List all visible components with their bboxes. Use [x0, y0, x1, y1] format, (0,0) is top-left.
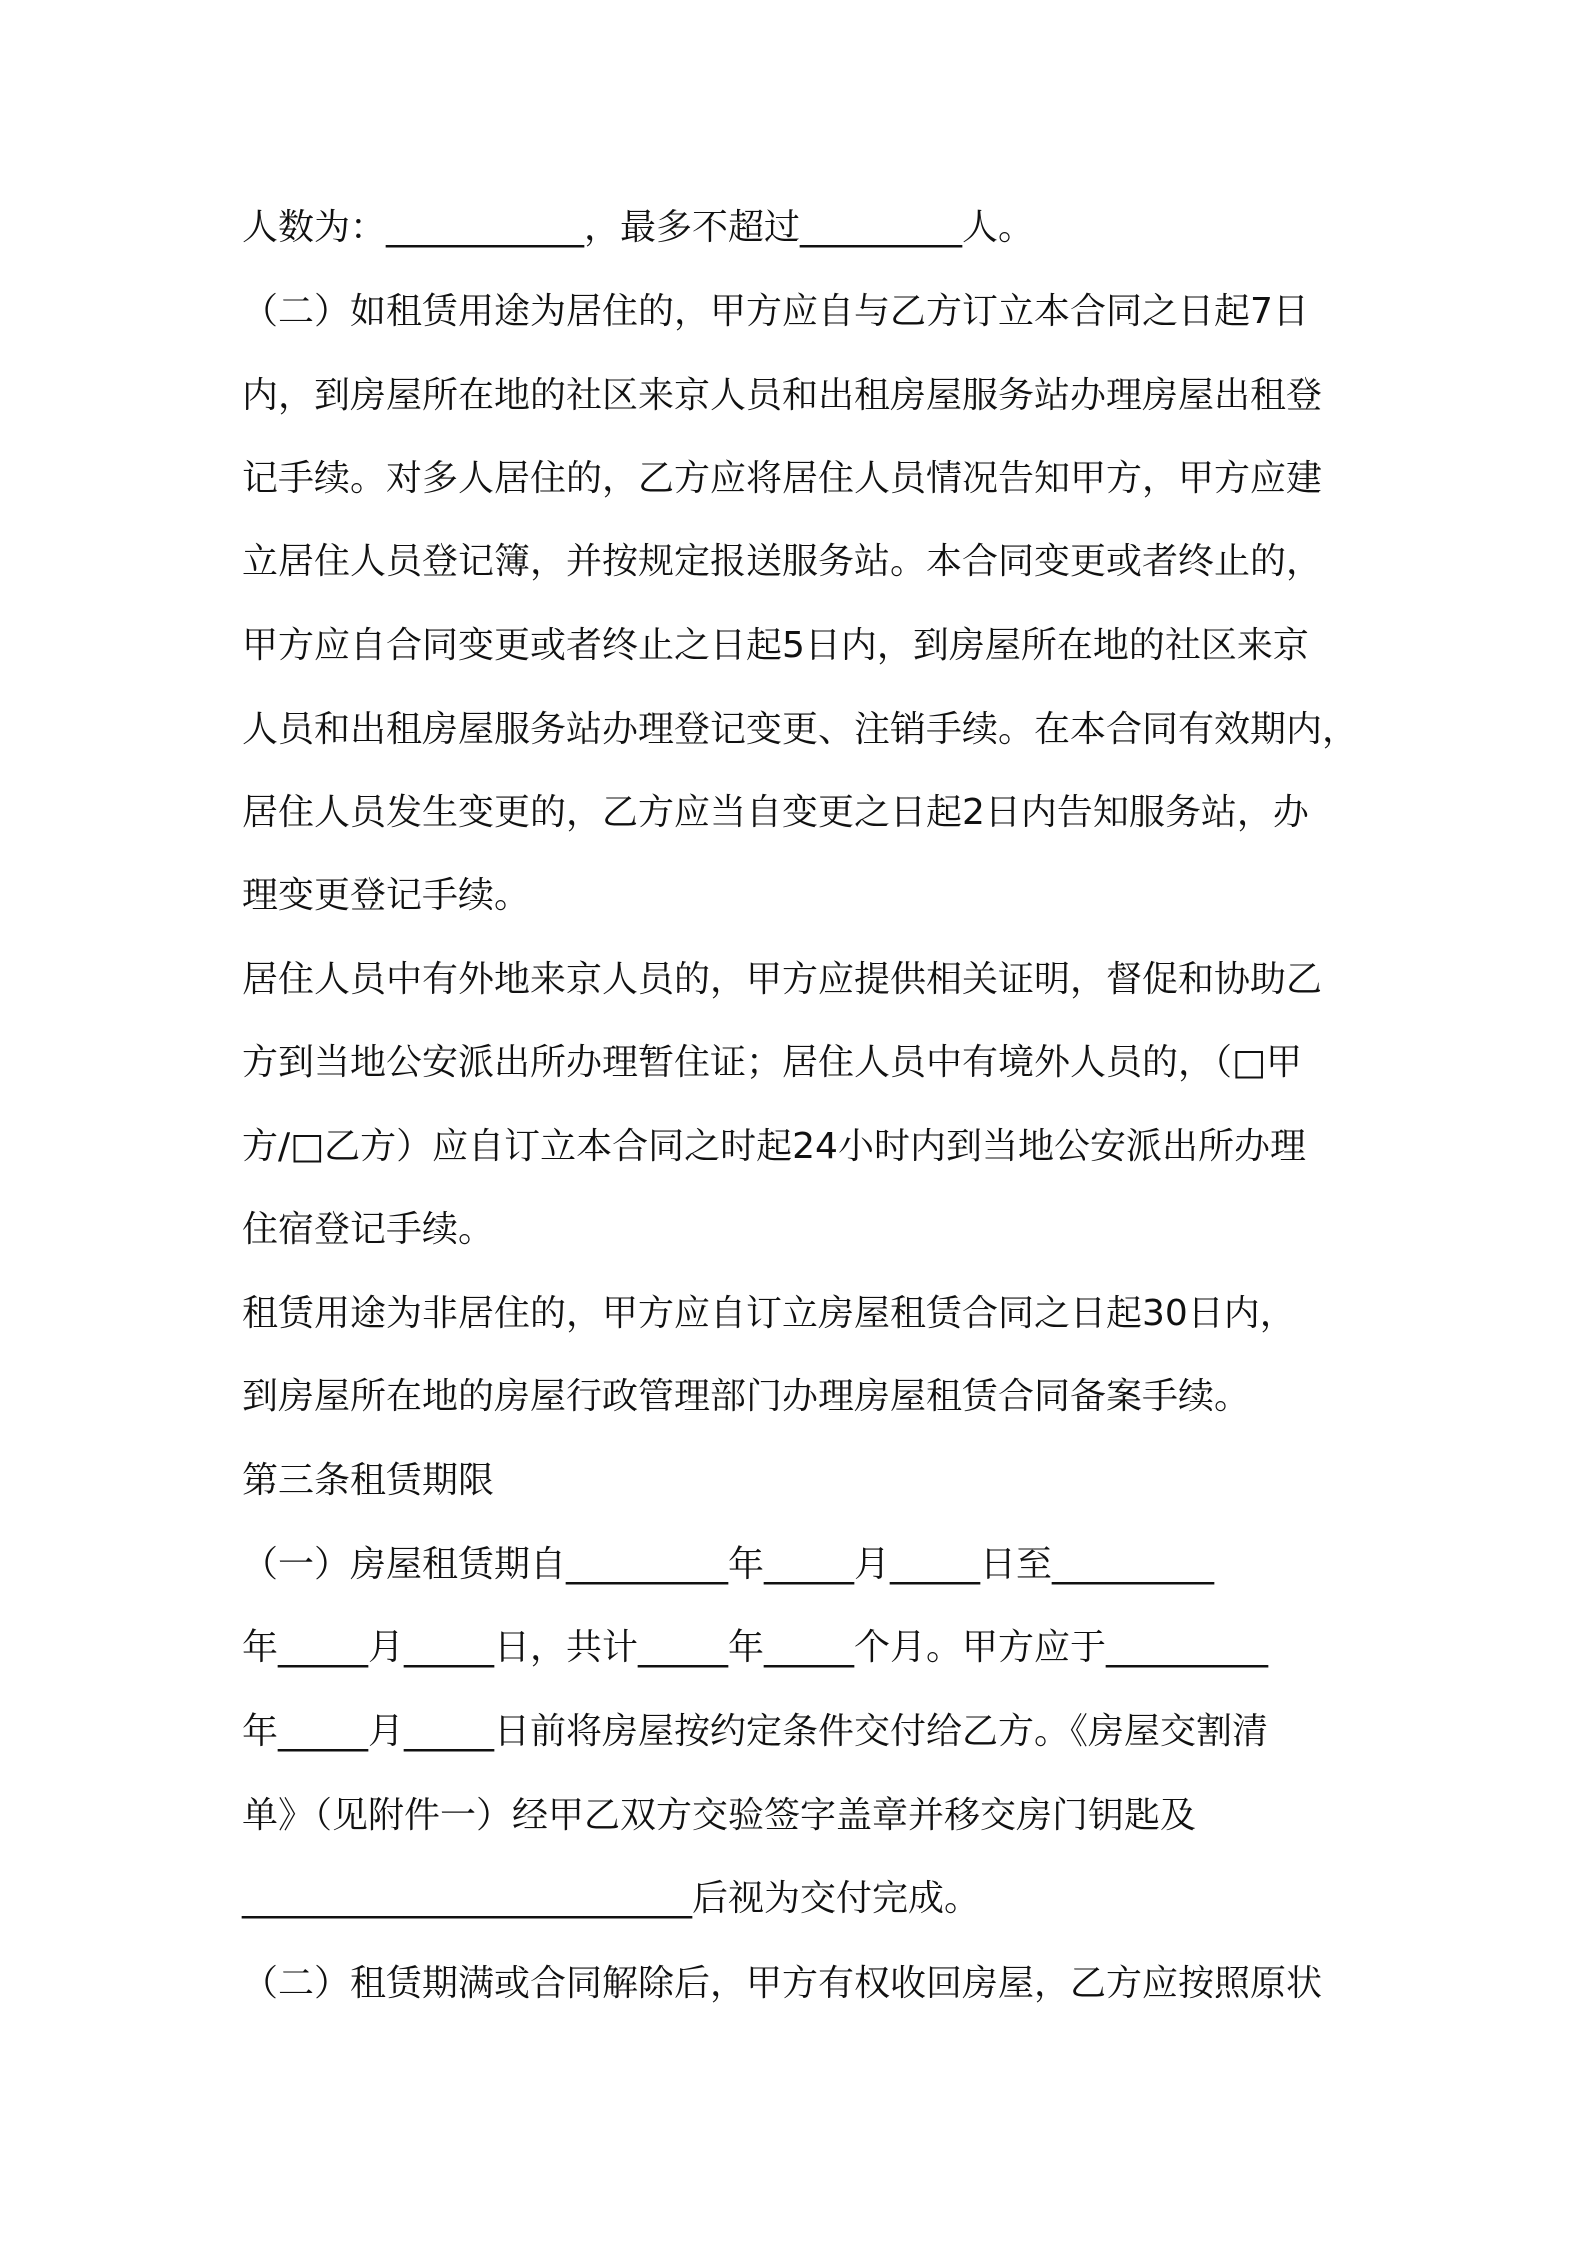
text-line: 单》（见附件一）经甲乙双方交验签字盖章并移交房门钥匙及	[242, 1795, 1197, 1836]
text-line: 年_____月_____日，共计_____年_____个月。甲方应于_________	[242, 1627, 1269, 1668]
text-line: 人数为：___________，最多不超过_________人。	[242, 207, 1035, 248]
text-line: （二）如租赁用途为居住的，甲方应自与乙方订立本合同之日起7日	[242, 291, 1309, 332]
text-line: 立居住人员登记簿，并按规定报送服务站。本合同变更或者终止的，	[242, 541, 1323, 582]
text-line: 理变更登记手续。	[242, 875, 531, 916]
text-line: 甲方应自合同变更或者终止之日起5日内，到房屋所在地的社区来京	[242, 625, 1309, 666]
text-line: 到房屋所在地的房屋行政管理部门办理房屋租赁合同备案手续。	[242, 1376, 1251, 1417]
text-line: 人员和出租房屋服务站办理登记变更、注销手续。在本合同有效期内，	[242, 709, 1359, 750]
text-line: 方到当地公安派出所办理暂住证；居住人员中有境外人员的，（□甲	[242, 1042, 1303, 1083]
text-line: 年_____月_____日前将房屋按约定条件交付给乙方。《房屋交割清	[242, 1711, 1269, 1752]
section-heading: 第三条租赁期限	[242, 1460, 495, 1501]
text-line: 方/□乙方）应自订立本合同之时起24小时内到当地公安派出所办理	[242, 1126, 1306, 1167]
text-line: 租赁用途为非居住的，甲方应自订立房屋租赁合同之日起30日内，	[242, 1293, 1296, 1334]
text-line: _________________________后视为交付完成。	[242, 1878, 981, 1919]
text-line: 住宿登记手续。	[242, 1209, 495, 1250]
text-line: （二）租赁期满或合同解除后，甲方有权收回房屋，乙方应按照原状	[242, 1963, 1323, 2004]
text-line: 记手续。对多人居住的，乙方应将居住人员情况告知甲方，甲方应建	[242, 458, 1323, 499]
text-line: 内，到房屋所在地的社区来京人员和出租房屋服务站办理房屋出租登	[242, 375, 1323, 416]
text-line: （一）房屋租赁期自_________年_____月_____日至_________	[242, 1544, 1215, 1585]
text-line: 居住人员发生变更的，乙方应当自变更之日起2日内告知服务站，办	[242, 792, 1309, 833]
text-line: 居住人员中有外地来京人员的，甲方应提供相关证明，督促和协助乙	[242, 959, 1323, 1000]
